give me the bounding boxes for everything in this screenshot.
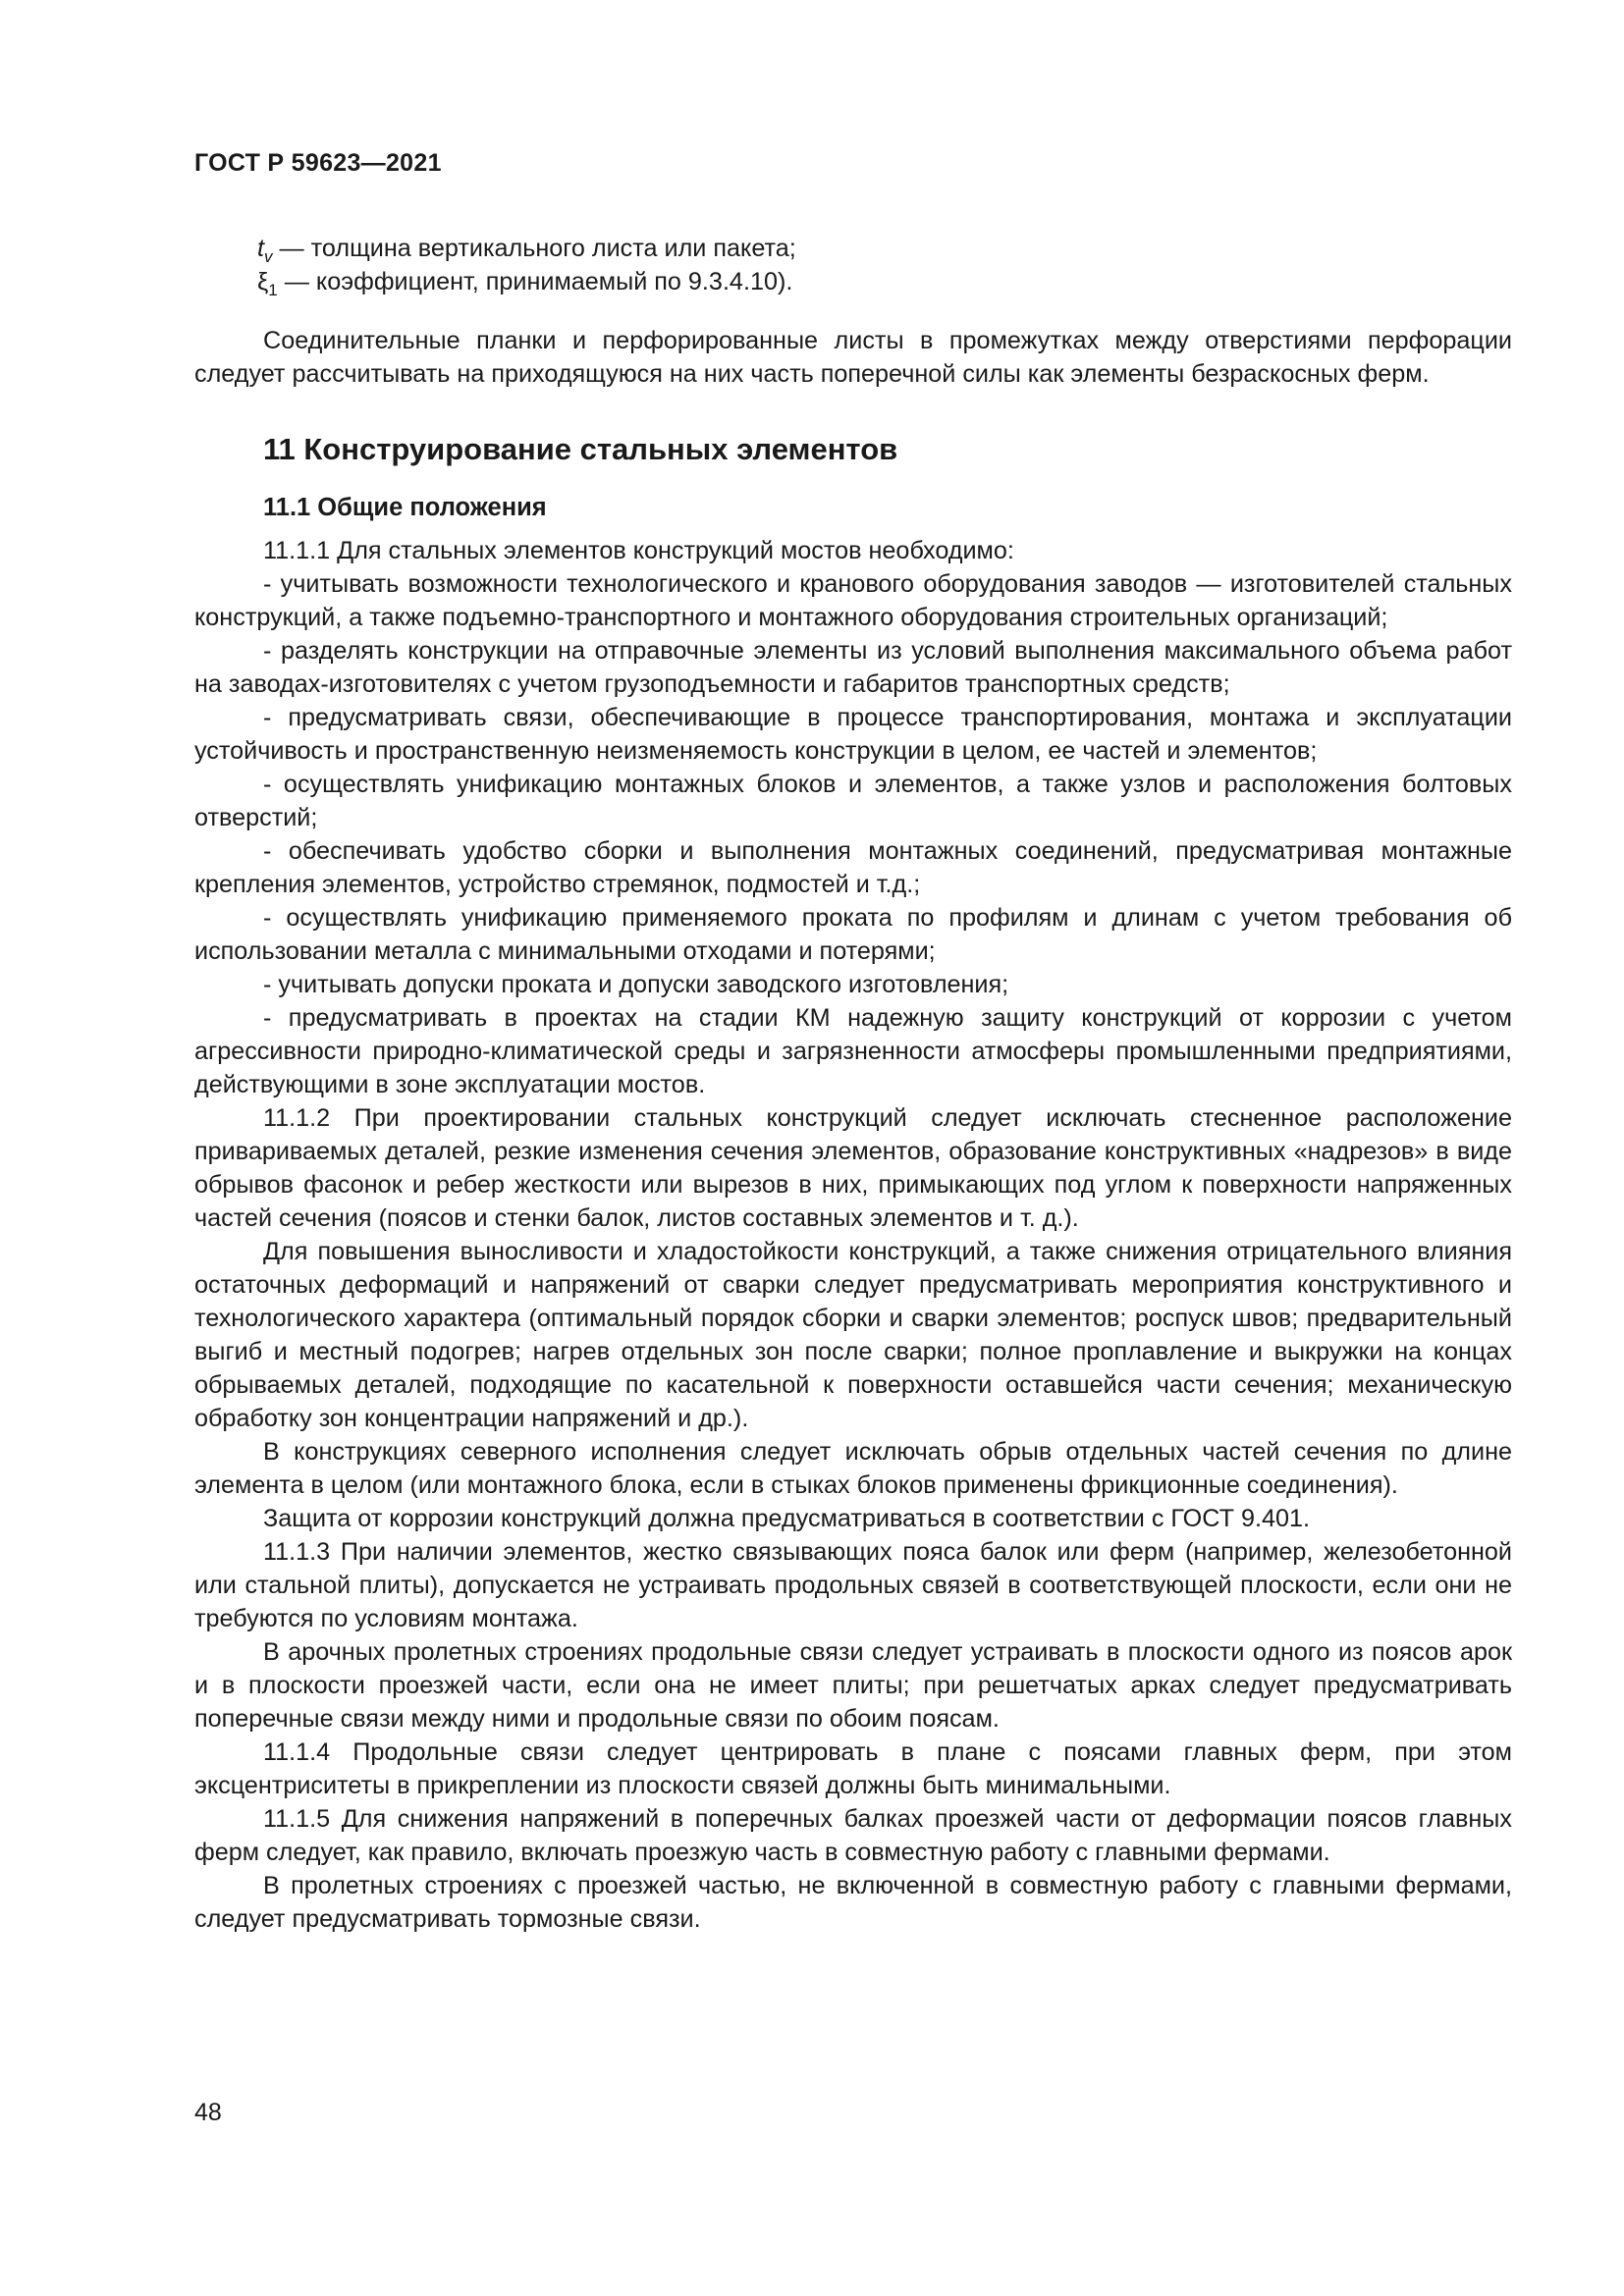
section-title: 11 Конструирование стальных элементов <box>263 432 898 466</box>
definition-text: — толщина вертикального листа или пакета; <box>272 235 796 262</box>
list-item: - осуществлять унификацию монтажных блоков и элементов, а также узлов и расположения болтовых отверстий; <box>194 771 1512 831</box>
definition-symbol: t <box>257 235 264 262</box>
paragraph: В пролетных строениях с проезжей частью, не включенной в совместную работу с главными фермами, следует предусматривать тормозные связи. <box>194 1872 1512 1933</box>
definition-symbol: ξ <box>257 268 269 295</box>
definition-subscript: 1 <box>268 281 278 299</box>
paragraph-11-1-1: 11.1.1 Для стальных элементов конструкций мостов необходимо: <box>263 537 1014 564</box>
list-item: - предусматривать в проектах на стадии КМ надежную защиту конструкций от коррозии с учетом агрессивности природно-климатической среды и загрязненности атмосферы промышленными предприятиями, действующими в зоне эксплуатации мостов. <box>194 1004 1512 1098</box>
list-item: - учитывать допуски проката и допуски заводского изготовления; <box>263 971 1009 998</box>
paragraph: Для повышения выносливости и хладостойкости конструкций, а также снижения отрицательного влияния остаточных деформаций и напряжений от сварки следует предусматривать мероприятия конструктивного и технологического характера (оптимальный порядок сборки и сварки элементов; роспуск швов; предварительный выгиб и местный подогрев; нагрев отдельных зон после сварки; полное проплавление и выкружки на концах обрываемых деталей, подходящие по касательной к поверхности оставшейся части сечения; механическую обработку зон концентрации напряжений и др.). <box>194 1238 1512 1432</box>
intro-paragraph: Соединительные планки и перфорированные листы в промежутках между отверстиями перфорации следует рассчитывать на приходящуюся на них часть поперечной силы как элементы безраскосных ферм. <box>194 327 1512 388</box>
paragraph: В арочных пролетных строениях продольные связи следует устраивать в плоскости одного из поясов арок и в плоскости проезжей части, если она не имеет плиты; при решетчатых арках следует предусматривать поперечные связи между ними и продольные связи по обоим поясам. <box>194 1638 1512 1733</box>
list-item: - осуществлять унификацию применяемого проката по профилям и длинам с учетом требования об использовании металла с минимальными отходами и потерями; <box>194 904 1512 965</box>
paragraph-11-1-5: 11.1.5 Для снижения напряжений в поперечных балках проезжей части от деформации поясов главных ферм следует, как правило, включать проезжую часть в совместную работу с главными фермами. <box>194 1805 1512 1866</box>
paragraph: В конструкциях северного исполнения следует исключать обрыв отдельных частей сечения по длине элемента в целом (или монтажного блока, если в стыках блоков применены фрикционные соединения). <box>194 1438 1512 1499</box>
list-item: - предусматривать связи, обеспечивающие в процессе транспортирования, монтажа и эксплуатации устойчивость и пространственную неизменяемость конструкции в целом, ее частей и элементов; <box>194 704 1512 765</box>
paragraph-11-1-2: 11.1.2 При проектировании стальных конструкций следует исключать стесненное расположение привариваемых деталей, резкие изменения сечения элементов, образование конструктивных «надрезов» в виде обрывов фасонок и ребер жесткости или вырезов в них, примыкающих под углом к поверхности напряженных частей сечения (поясов и стенки балок, листов составных элементов и т. д.). <box>194 1104 1512 1232</box>
page-number: 48 <box>194 2099 222 2126</box>
definition-text: — коэффициент, принимаемый по 9.3.4.10). <box>277 268 793 295</box>
list-item: - разделять конструкции на отправочные элементы из условий выполнения максимального объема работ на заводах-изготовителях с учетом грузоподъемности и габаритов транспортных средств; <box>194 637 1512 698</box>
paragraph-11-1-3: 11.1.3 При наличии элементов, жестко связывающих пояса балок или ферм (например, железобетонной или стальной плиты), допускается не устраивать продольных связей в соответствующей плоскости, если они не требуются по условиям монтажа. <box>194 1538 1512 1632</box>
paragraph: Защита от коррозии конструкций должна предусматриваться в соответствии с ГОСТ 9.401. <box>263 1505 1310 1532</box>
page-body <box>194 232 1512 1936</box>
list-item: - обеспечивать удобство сборки и выполнения монтажных соединений, предусматривая монтажные крепления элементов, устройство стремянок, подмостей и т.д.; <box>194 837 1512 898</box>
document-header: ГОСТ Р 59623—2021 <box>194 149 442 177</box>
subsection-title: 11.1 Общие положения <box>263 494 547 521</box>
definition-xi1 <box>257 265 1512 298</box>
definition-tv <box>257 232 1512 265</box>
paragraph-11-1-4: 11.1.4 Продольные связи следует центрировать в плане с поясами главных ферм, при этом эксцентриситеты в прикреплении из плоскости связей должны быть минимальными. <box>194 1738 1512 1799</box>
list-item: - учитывать возможности технологического и кранового оборудования заводов — изготовителей стальных конструкций, а также подъемно-транспортного и монтажного оборудования строительных организаций; <box>194 570 1512 631</box>
definition-subscript: v <box>264 247 273 266</box>
